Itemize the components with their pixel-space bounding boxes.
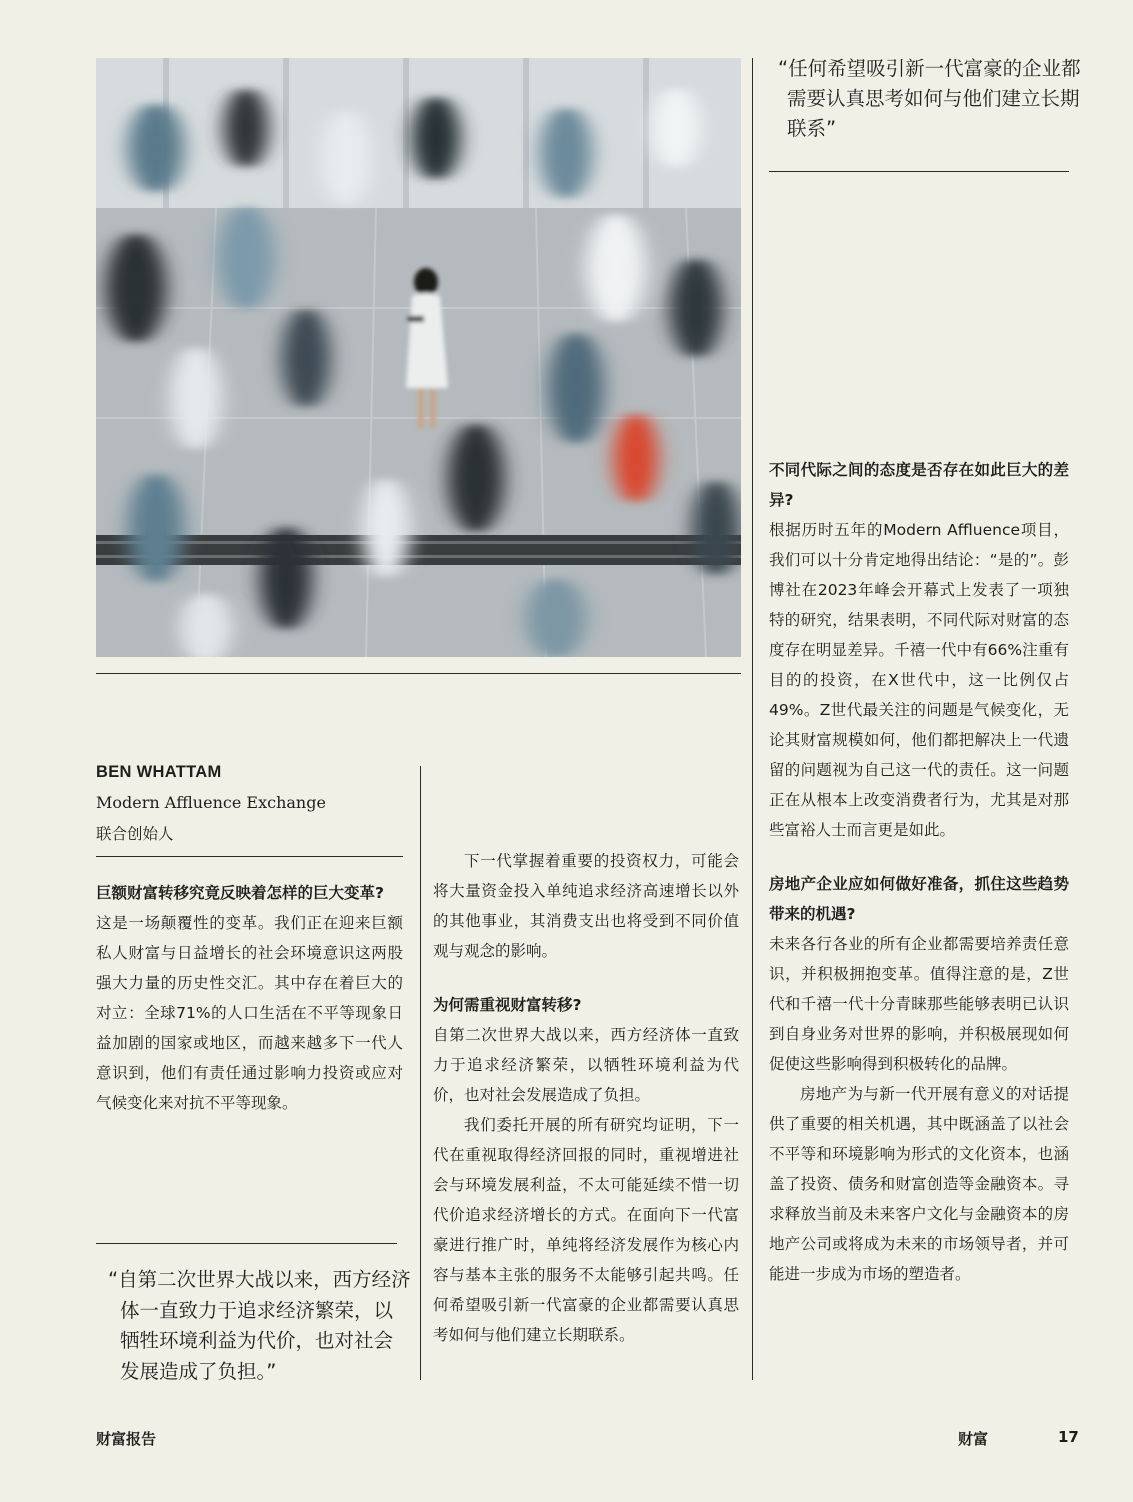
answer-3: 根据历时五年的Modern Affluence项目，我们可以十分肯定地得出结论：“是的”。彭博社在2023年峰会开幕式上发表了一项独特的研究，结果表明，不同代际对财富的态度存在明显差异。千禧一代中有66%注重有目的的投资，在X世代中，这一比例仅占49%。Z世代最关注的问题是气候变化，无论其财富规模如何，他们都把解决上一代遗留的问题视为自己这一代的责任。这一问题正在从根本上改变消费者行为，尤其是对那些富裕人士而言更是如此。 <box>769 521 1069 839</box>
person-name: BEN WHATTAM <box>96 763 222 781</box>
paragraph-1: 下一代掌握着重要的投资权力，可能会将大量资金投入单纯追求经济高速增长以外的其他事业，其消费支出也将受到不同价值观与观念的影响。 <box>433 852 739 960</box>
bottom-quote-rule <box>96 1243 397 1244</box>
photo-bottom-rule <box>96 673 741 674</box>
pull-quote-top: “任何希望吸引新一代富豪的企业都需要认真思考如何与他们建立长期联系” <box>778 57 1081 140</box>
crowd-photo-art <box>96 58 741 657</box>
person-role: 联合创始人 <box>96 825 174 843</box>
question-3: 不同代际之间的态度是否存在如此巨大的差异? <box>769 461 1069 509</box>
page-number: 17 <box>1058 1428 1079 1446</box>
answer-1: 这是一场颠覆性的变革。我们正在迎来巨额私人财富与日益增长的社会环境意识这两股强大力量的历史性交汇。其中存在着巨大的对立：全球71%的人口生活在不平等现象日益加剧的国家或地区，而越来越多下一代人意识到，他们有责任通过影响力投资或应对气候变化来对抗不平等现象。 <box>96 914 403 1112</box>
footer-magazine-label: 财富 <box>958 1430 989 1448</box>
right-column <box>769 455 1069 1289</box>
question-1: 巨额财富转移究竟反映着怎样的巨大变革? <box>96 884 384 902</box>
answer-2: 自第二次世界大战以来，西方经济体一直致力于追求经济繁荣，以牺牲环境利益为代价，也对社会发展造成了负担。 <box>433 1026 739 1104</box>
paragraph-2: 我们委托开展的所有研究均证明，下一代在重视取得经济回报的同时，重视增进社会与环境发展利益，不太可能延续不惜一切代价追求经济增长的方式。在面向下一代富豪进行推广时，单纯将经济发展作为核心内容与基本主张的服务不太能够引起共鸣。任何希望吸引新一代富豪的企业都需要认真思考如何与他们建立长期联系。 <box>433 1116 739 1344</box>
pull-quote-bottom: “自第二次世界大战以来，西方经济体一直致力于追求经济繁荣，以牺牲环境利益为代价，也对社会发展造成了负担。” <box>108 1268 411 1383</box>
person-rule <box>96 856 403 857</box>
footer-section-label: 财富报告 <box>96 1430 157 1448</box>
person-organization: Modern Affluence Exchange <box>96 793 326 812</box>
right-column-divider <box>752 58 753 1380</box>
paragraph-4: 房地产为与新一代开展有意义的对话提供了重要的相关机遇，其中既涵盖了以社会不平等和环境影响为形式的文化资本，也涵盖了投资、债务和财富创造等金融资本。寻求释放当前及未来客户文化与金融资本的房地产公司或将成为未来的市场领导者，并可能进一步成为市场的塑造者。 <box>769 1085 1069 1283</box>
answer-4: 未来各行各业的所有企业都需要培养责任意识，并积极拥抱变革。值得注意的是，Z世代和千禧一代十分青睐那些能够表明已认识到自身业务对世界的影响，并积极展现如何促使这些影响得到积极转化的品牌。 <box>769 935 1069 1073</box>
question-2: 为何需重视财富转移? <box>433 996 582 1014</box>
middle-column <box>433 846 739 1350</box>
crowd-photo <box>96 58 741 657</box>
left-column <box>96 878 403 1118</box>
middle-column-divider <box>420 766 421 1380</box>
top-quote-rule <box>769 171 1069 172</box>
question-4: 房地产企业应如何做好准备，抓住这些趋势带来的机遇? <box>769 875 1069 923</box>
